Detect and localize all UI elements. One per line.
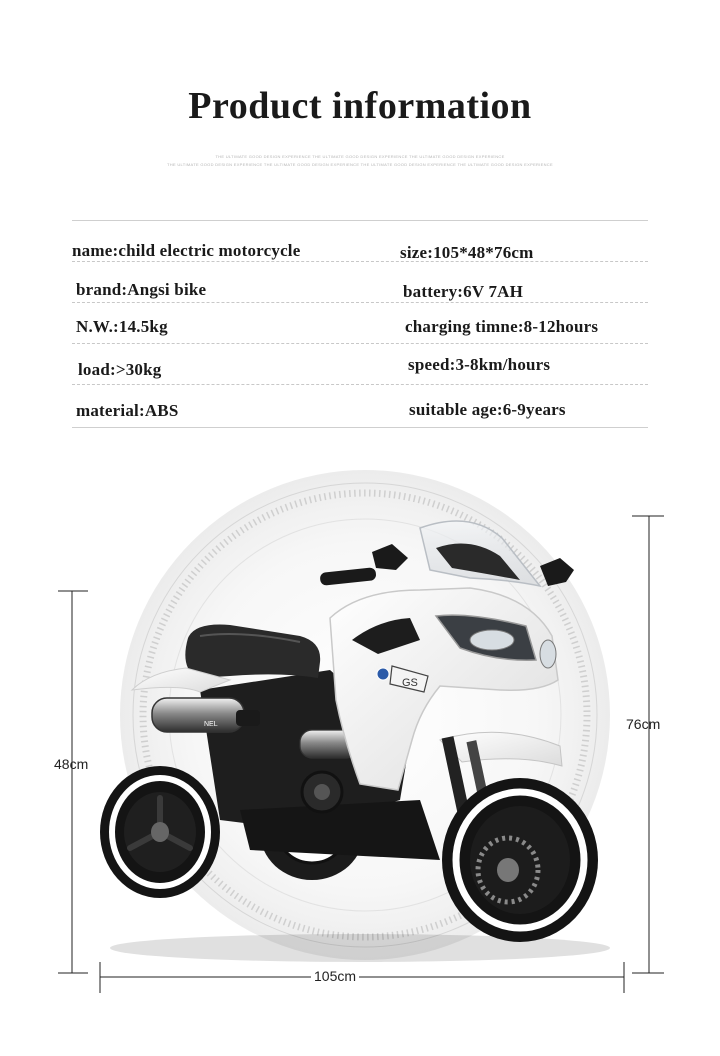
spec-row — [72, 303, 648, 344]
product-illustration — [0, 440, 720, 1051]
tagline-text: THE ULTIMATE GOOD DESIGN EXPERIENCE THE ULTIMATE GOOD DESIGN EXPERIENCE THE ULTIMATE GOOD DESIGN EXPERIENCE — [215, 154, 505, 159]
badge-text: GS — [402, 677, 418, 689]
spec-weight: N.W.:14.5kg — [76, 317, 168, 336]
dimension-width-label: 48cm — [54, 756, 89, 772]
spec-row — [72, 262, 648, 303]
rear-wheel-near — [100, 766, 220, 898]
product-svg — [0, 440, 720, 1051]
spec-size: size:105*48*76cm — [400, 243, 534, 262]
exhaust-label: NEL — [204, 721, 218, 728]
dimension-length-label: 105cm — [311, 968, 359, 984]
spec-speed: speed:3-8km/hours — [408, 355, 551, 374]
dimension-height-label: 76cm — [626, 716, 661, 732]
spec-name: name:child electric motorcycle — [72, 241, 301, 260]
tagline-text: THE ULTIMATE GOOD DESIGN EXPERIENCE THE ULTIMATE GOOD DESIGN EXPERIENCE THE ULTIMATE GOOD DESIGN EXPERIENCE THE ULTIMATE GOOD DESIGN EXPERIENCE — [167, 162, 553, 167]
spec-age: suitable age:6-9years — [409, 400, 566, 419]
page-title: Product information — [188, 85, 532, 127]
spec-battery: battery:6V 7AH — [403, 282, 524, 301]
spec-charging: charging timne:8-12hours — [405, 317, 599, 336]
front-wheel — [442, 778, 598, 942]
spec-row — [72, 221, 648, 262]
spec-brand: brand:Angsi bike — [76, 280, 207, 299]
spec-table — [72, 220, 648, 428]
spec-load: load:>30kg — [78, 360, 162, 379]
spec-row — [72, 344, 648, 385]
spec-material: material:ABS — [76, 401, 179, 420]
spec-row — [72, 385, 648, 428]
